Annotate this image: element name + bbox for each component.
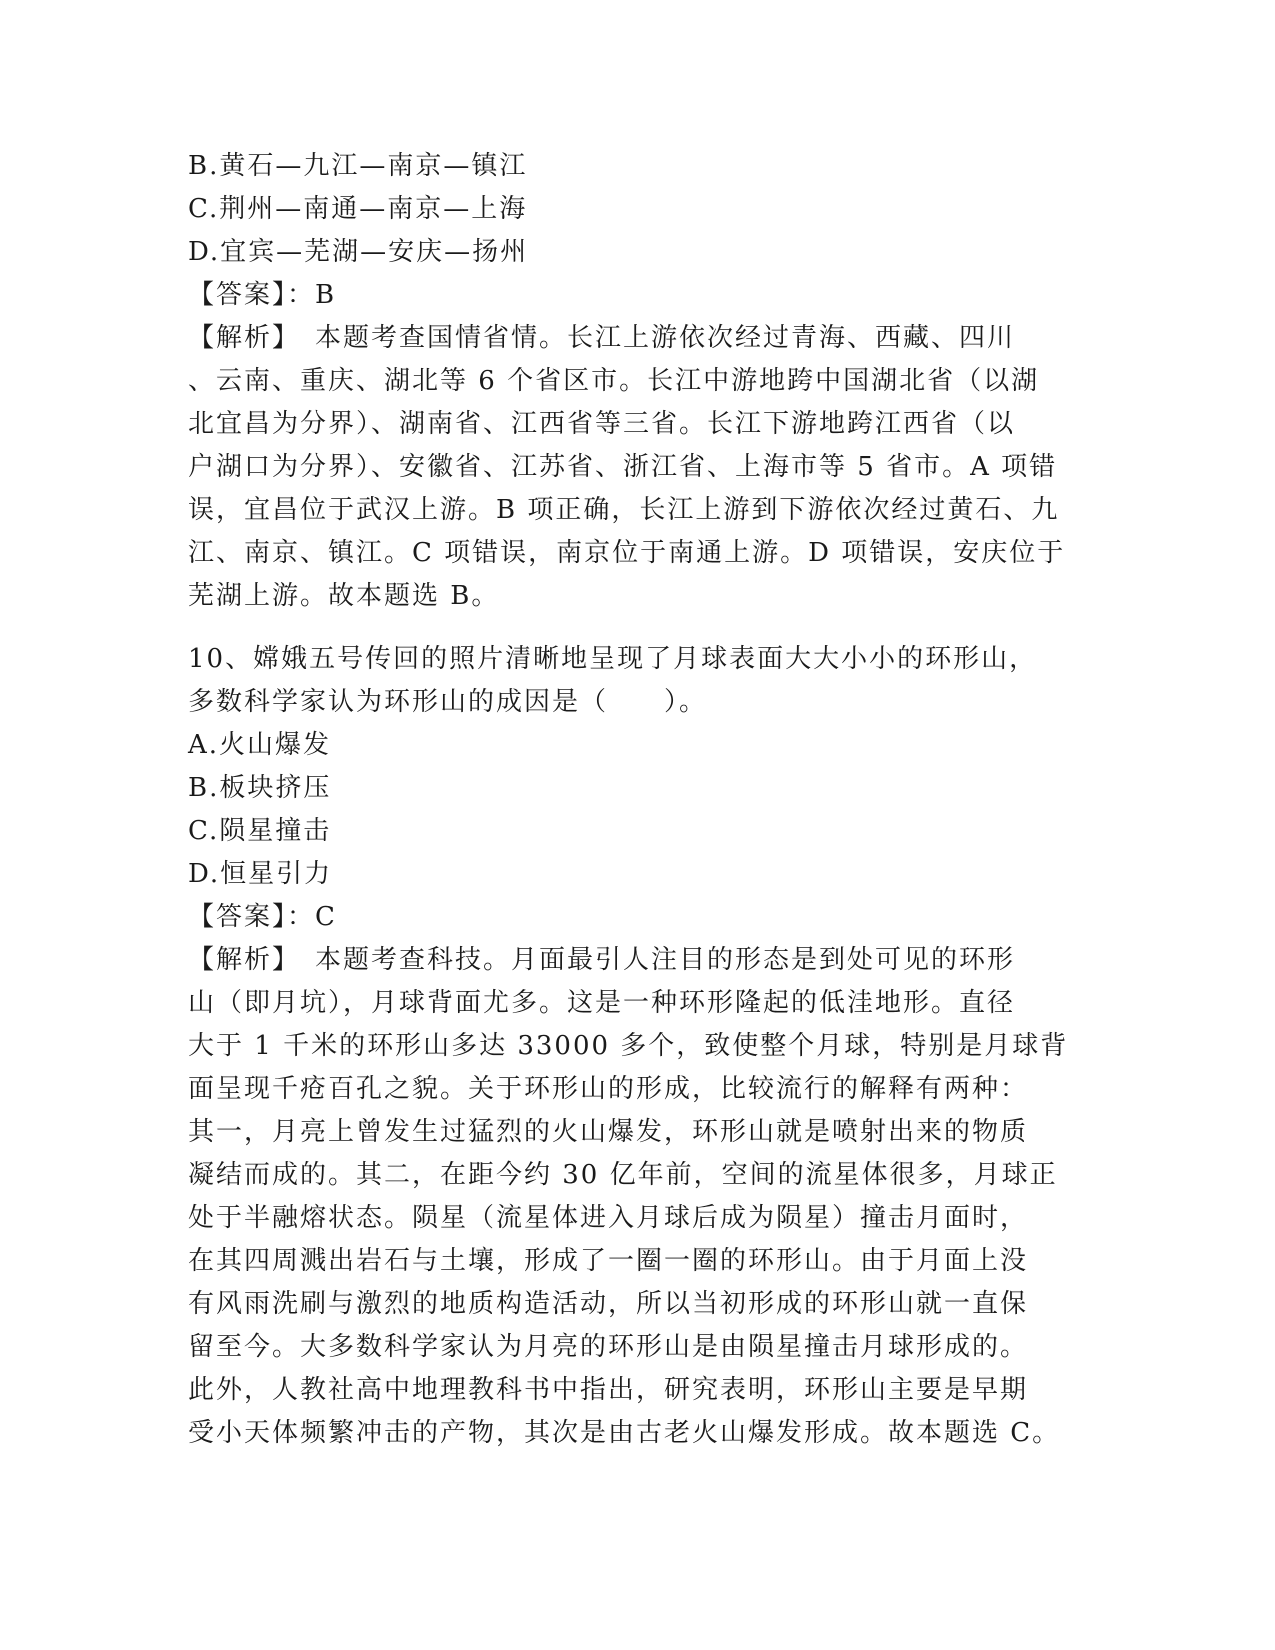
analysis-line: 山（即月坑），月球背面尤多。这是一种环形隆起的低洼地形。直径 [188, 988, 1016, 1018]
analysis-line: 在其四周溅出岩石与土壤，形成了一圈一圈的环形山。由于月面上没 [188, 1246, 1029, 1276]
analysis-line: 凝结而成的。其二，在距今约 30 亿年前，空间的流星体很多，月球正 [188, 1160, 1058, 1190]
analysis-line: 、云南、重庆、湖北等 6 个省区市。长江中游地跨中国湖北省（以湖 [188, 366, 1040, 396]
answer: 【答案】：B [188, 280, 337, 310]
question-text: 多数科学家认为环形山的成因是（ ）。 [188, 687, 708, 717]
analysis-line: 北宜昌为分界）、湖南省、江西省等三省。长江下游地跨江西省（以 [188, 409, 1016, 439]
question-9-section [188, 145, 1088, 618]
analysis-line: 留至今。大多数科学家认为月亮的环形山是由陨星撞击月球形成的。 [188, 1332, 1029, 1362]
analysis-line: 大于 1 千米的环形山多达 33000 多个，致使整个月球，特别是月球背 [188, 1031, 1069, 1061]
option-a: A.火山爆发 [188, 730, 332, 760]
question-text: 10、嫦娥五号传回的照片清晰地呈现了月球表面大大小小的环形山， [188, 644, 1038, 674]
option-c: C.陨星撞击 [188, 816, 332, 846]
analysis-line: 面呈现千疮百孔之貌。关于环形山的形成，比较流行的解释有两种： [188, 1074, 1029, 1104]
option-b: B.黄石—九江—南京—镇江 [188, 151, 528, 181]
analysis-line: 户湖口为分界）、安徽省、江苏省、浙江省、上海市等 5 省市。A 项错 [188, 452, 1058, 482]
option-d: D.宜宾—芜湖—安庆—扬州 [188, 237, 529, 267]
option-b: B.板块挤压 [188, 773, 332, 803]
analysis-line: 芜湖上游。故本题选 B。 [188, 581, 500, 611]
analysis-line: 此外，人教社高中地理教科书中指出，研究表明，环形山主要是早期 [188, 1375, 1029, 1405]
analysis-line: 【解析】 本题考查科技。月面最引人注目的形态是到处可见的环形 [188, 945, 1016, 975]
analysis-line: 江、南京、镇江。C 项错误，南京位于南通上游。D 项错误，安庆位于 [188, 538, 1066, 568]
option-d: D.恒星引力 [188, 859, 333, 889]
document-page [188, 145, 1088, 1455]
answer: 【答案】：C [188, 902, 337, 932]
analysis-line: 其一，月亮上曾发生过猛烈的火山爆发，环形山就是喷射出来的物质 [188, 1117, 1029, 1147]
analysis-line: 有风雨洗刷与激烈的地质构造活动，所以当初形成的环形山就一直保 [188, 1289, 1029, 1319]
option-c: C.荆州—南通—南京—上海 [188, 194, 528, 224]
question-10-section [188, 638, 1088, 1455]
analysis-line: 受小天体频繁冲击的产物，其次是由古老火山爆发形成。故本题选 C。 [188, 1418, 1061, 1448]
analysis-line: 误，宜昌位于武汉上游。B 项正确，长江上游到下游依次经过黄石、九 [188, 495, 1060, 525]
analysis-line: 【解析】 本题考查国情省情。长江上游依次经过青海、西藏、四川 [188, 323, 1016, 353]
analysis-line: 处于半融熔状态。陨星（流星体进入月球后成为陨星）撞击月面时， [188, 1203, 1029, 1233]
section-gap [188, 618, 1088, 638]
